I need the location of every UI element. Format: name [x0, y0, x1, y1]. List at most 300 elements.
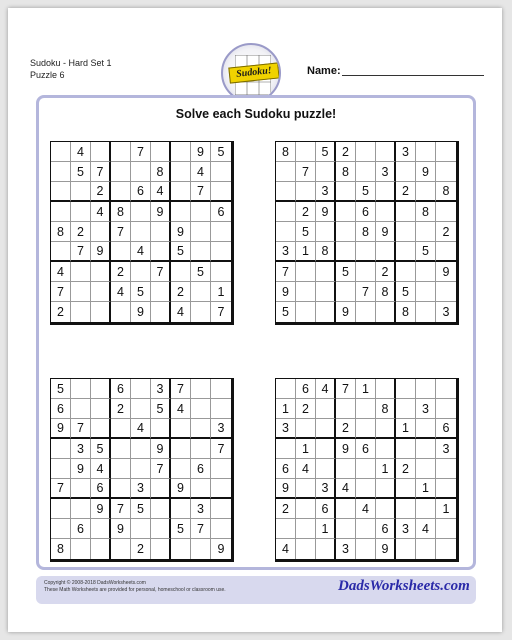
- sudoku-cell[interactable]: 7: [191, 182, 211, 202]
- sudoku-cell[interactable]: [436, 479, 456, 499]
- sudoku-cell[interactable]: [91, 519, 111, 539]
- sudoku-cell[interactable]: 2: [111, 262, 131, 282]
- sudoku-cell[interactable]: [416, 439, 436, 459]
- sudoku-cell[interactable]: [356, 302, 376, 322]
- sudoku-cell[interactable]: [211, 242, 231, 262]
- sudoku-cell[interactable]: 8: [51, 539, 71, 559]
- sudoku-cell[interactable]: [51, 202, 71, 222]
- sudoku-cell[interactable]: 7: [71, 419, 91, 439]
- sudoku-cell[interactable]: [71, 379, 91, 399]
- sudoku-cell[interactable]: [376, 379, 396, 399]
- sudoku-cell[interactable]: [316, 399, 336, 419]
- sudoku-cell[interactable]: [356, 162, 376, 182]
- sudoku-cell[interactable]: [376, 419, 396, 439]
- sudoku-cell[interactable]: 7: [111, 222, 131, 242]
- sudoku-cell[interactable]: 1: [396, 419, 416, 439]
- sudoku-cell[interactable]: 7: [51, 479, 71, 499]
- sudoku-cell[interactable]: 3: [316, 479, 336, 499]
- sudoku-cell[interactable]: 5: [171, 242, 191, 262]
- sudoku-cell[interactable]: 9: [336, 439, 356, 459]
- sudoku-cell[interactable]: [396, 499, 416, 519]
- sudoku-cell[interactable]: [191, 399, 211, 419]
- sudoku-cell[interactable]: [51, 242, 71, 262]
- sudoku-cell[interactable]: 7: [51, 282, 71, 302]
- sudoku-cell[interactable]: 2: [336, 142, 356, 162]
- sudoku-cell[interactable]: [416, 379, 436, 399]
- sudoku-cell[interactable]: [91, 379, 111, 399]
- sudoku-cell[interactable]: 9: [276, 479, 296, 499]
- sudoku-cell[interactable]: 6: [131, 182, 151, 202]
- sudoku-cell[interactable]: 9: [151, 439, 171, 459]
- sudoku-cell[interactable]: [396, 262, 416, 282]
- sudoku-cell[interactable]: 7: [151, 262, 171, 282]
- sudoku-cell[interactable]: [91, 302, 111, 322]
- sudoku-cell[interactable]: [191, 439, 211, 459]
- sudoku-cell[interactable]: [376, 242, 396, 262]
- sudoku-cell[interactable]: 5: [71, 162, 91, 182]
- sudoku-cell[interactable]: 5: [396, 282, 416, 302]
- sudoku-cell[interactable]: [356, 142, 376, 162]
- sudoku-cell[interactable]: 5: [171, 519, 191, 539]
- sudoku-cell[interactable]: [316, 539, 336, 559]
- sudoku-cell[interactable]: [71, 399, 91, 419]
- sudoku-cell[interactable]: [71, 282, 91, 302]
- sudoku-cell[interactable]: 7: [276, 262, 296, 282]
- sudoku-cell[interactable]: 6: [51, 399, 71, 419]
- sudoku-cell[interactable]: 3: [131, 479, 151, 499]
- sudoku-cell[interactable]: [436, 242, 456, 262]
- sudoku-cell[interactable]: 7: [131, 142, 151, 162]
- sudoku-cell[interactable]: 1: [376, 459, 396, 479]
- sudoku-cell[interactable]: 6: [211, 202, 231, 222]
- sudoku-cell[interactable]: 4: [91, 202, 111, 222]
- sudoku-cell[interactable]: 4: [111, 282, 131, 302]
- sudoku-cell[interactable]: [276, 162, 296, 182]
- sudoku-cell[interactable]: [396, 439, 416, 459]
- sudoku-cell[interactable]: 6: [316, 499, 336, 519]
- sudoku-cell[interactable]: 5: [211, 142, 231, 162]
- sudoku-cell[interactable]: 3: [316, 182, 336, 202]
- sudoku-cell[interactable]: [171, 499, 191, 519]
- sudoku-cell[interactable]: [436, 399, 456, 419]
- sudoku-cell[interactable]: 8: [376, 282, 396, 302]
- sudoku-cell[interactable]: 1: [356, 379, 376, 399]
- sudoku-cell[interactable]: [296, 282, 316, 302]
- sudoku-cell[interactable]: [316, 222, 336, 242]
- sudoku-cell[interactable]: [436, 379, 456, 399]
- sudoku-cell[interactable]: [336, 282, 356, 302]
- sudoku-cell[interactable]: 4: [336, 479, 356, 499]
- sudoku-cell[interactable]: [376, 182, 396, 202]
- sudoku-cell[interactable]: [436, 162, 456, 182]
- sudoku-cell[interactable]: [436, 459, 456, 479]
- sudoku-cell[interactable]: [131, 459, 151, 479]
- sudoku-cell[interactable]: 7: [91, 162, 111, 182]
- sudoku-cell[interactable]: [111, 459, 131, 479]
- sudoku-cell[interactable]: 9: [336, 302, 356, 322]
- sudoku-cell[interactable]: 1: [296, 439, 316, 459]
- sudoku-cell[interactable]: 2: [296, 399, 316, 419]
- sudoku-cell[interactable]: [436, 282, 456, 302]
- sudoku-cell[interactable]: [416, 222, 436, 242]
- sudoku-cell[interactable]: [336, 459, 356, 479]
- sudoku-cell[interactable]: [296, 479, 316, 499]
- sudoku-cell[interactable]: [356, 539, 376, 559]
- sudoku-cell[interactable]: [111, 439, 131, 459]
- sudoku-cell[interactable]: 9: [91, 499, 111, 519]
- sudoku-cell[interactable]: [71, 479, 91, 499]
- sudoku-cell[interactable]: 3: [436, 439, 456, 459]
- sudoku-cell[interactable]: [336, 499, 356, 519]
- sudoku-cell[interactable]: 4: [131, 419, 151, 439]
- sudoku-cell[interactable]: 4: [316, 379, 336, 399]
- sudoku-cell[interactable]: [296, 302, 316, 322]
- sudoku-cell[interactable]: [151, 479, 171, 499]
- sudoku-cell[interactable]: [131, 222, 151, 242]
- sudoku-cell[interactable]: 9: [191, 142, 211, 162]
- sudoku-cell[interactable]: [376, 202, 396, 222]
- sudoku-cell[interactable]: [416, 282, 436, 302]
- sudoku-cell[interactable]: [151, 222, 171, 242]
- sudoku-cell[interactable]: [416, 459, 436, 479]
- sudoku-cell[interactable]: 4: [416, 519, 436, 539]
- sudoku-cell[interactable]: [316, 439, 336, 459]
- sudoku-cell[interactable]: [356, 459, 376, 479]
- sudoku-cell[interactable]: [111, 182, 131, 202]
- sudoku-cell[interactable]: [171, 162, 191, 182]
- sudoku-cell[interactable]: 2: [336, 419, 356, 439]
- sudoku-cell[interactable]: 6: [276, 459, 296, 479]
- sudoku-cell[interactable]: [296, 539, 316, 559]
- sudoku-cell[interactable]: [296, 419, 316, 439]
- sudoku-cell[interactable]: [111, 142, 131, 162]
- sudoku-cell[interactable]: [151, 242, 171, 262]
- sudoku-cell[interactable]: 8: [436, 182, 456, 202]
- sudoku-cell[interactable]: [336, 182, 356, 202]
- sudoku-cell[interactable]: [51, 142, 71, 162]
- sudoku-cell[interactable]: [396, 399, 416, 419]
- sudoku-cell[interactable]: [211, 162, 231, 182]
- sudoku-cell[interactable]: [191, 202, 211, 222]
- sudoku-cell[interactable]: 8: [396, 302, 416, 322]
- sudoku-cell[interactable]: 4: [91, 459, 111, 479]
- sudoku-cell[interactable]: 5: [316, 142, 336, 162]
- sudoku-cell[interactable]: [91, 399, 111, 419]
- sudoku-cell[interactable]: [171, 419, 191, 439]
- sudoku-cell[interactable]: [211, 519, 231, 539]
- sudoku-cell[interactable]: [356, 479, 376, 499]
- sudoku-cell[interactable]: 6: [356, 439, 376, 459]
- sudoku-cell[interactable]: [416, 499, 436, 519]
- sudoku-cell[interactable]: 3: [71, 439, 91, 459]
- sudoku-cell[interactable]: [51, 162, 71, 182]
- sudoku-cell[interactable]: 3: [436, 302, 456, 322]
- sudoku-cell[interactable]: 3: [376, 162, 396, 182]
- sudoku-cell[interactable]: 7: [111, 499, 131, 519]
- sudoku-cell[interactable]: 1: [211, 282, 231, 302]
- sudoku-cell[interactable]: [396, 242, 416, 262]
- sudoku-cell[interactable]: [91, 262, 111, 282]
- sudoku-cell[interactable]: 5: [276, 302, 296, 322]
- sudoku-cell[interactable]: [191, 242, 211, 262]
- sudoku-cell[interactable]: 9: [91, 242, 111, 262]
- sudoku-cell[interactable]: [436, 539, 456, 559]
- sudoku-cell[interactable]: 9: [51, 419, 71, 439]
- sudoku-cell[interactable]: 9: [376, 222, 396, 242]
- sudoku-cell[interactable]: 6: [191, 459, 211, 479]
- sudoku-cell[interactable]: 9: [276, 282, 296, 302]
- sudoku-cell[interactable]: 5: [416, 242, 436, 262]
- sudoku-cell[interactable]: [191, 302, 211, 322]
- sudoku-cell[interactable]: [171, 262, 191, 282]
- sudoku-cell[interactable]: [51, 499, 71, 519]
- sudoku-cell[interactable]: 4: [276, 539, 296, 559]
- sudoku-cell[interactable]: [356, 519, 376, 539]
- sudoku-cell[interactable]: [191, 222, 211, 242]
- sudoku-cell[interactable]: [396, 539, 416, 559]
- sudoku-cell[interactable]: [211, 399, 231, 419]
- sudoku-cell[interactable]: [396, 479, 416, 499]
- sudoku-cell[interactable]: 5: [131, 282, 151, 302]
- sudoku-cell[interactable]: 3: [276, 419, 296, 439]
- sudoku-cell[interactable]: [111, 419, 131, 439]
- sudoku-cell[interactable]: 5: [131, 499, 151, 519]
- sudoku-cell[interactable]: 6: [376, 519, 396, 539]
- sudoku-cell[interactable]: [276, 379, 296, 399]
- sudoku-cell[interactable]: 7: [296, 162, 316, 182]
- sudoku-cell[interactable]: 8: [51, 222, 71, 242]
- sudoku-cell[interactable]: [91, 539, 111, 559]
- sudoku-cell[interactable]: 8: [376, 399, 396, 419]
- sudoku-cell[interactable]: [356, 399, 376, 419]
- sudoku-cell[interactable]: [376, 439, 396, 459]
- sudoku-cell[interactable]: 5: [91, 439, 111, 459]
- sudoku-cell[interactable]: [151, 519, 171, 539]
- sudoku-cell[interactable]: [416, 539, 436, 559]
- sudoku-cell[interactable]: 8: [111, 202, 131, 222]
- sudoku-cell[interactable]: 4: [71, 142, 91, 162]
- sudoku-cell[interactable]: 5: [296, 222, 316, 242]
- sudoku-cell[interactable]: 7: [336, 379, 356, 399]
- sudoku-cell[interactable]: [416, 302, 436, 322]
- sudoku-cell[interactable]: 7: [191, 519, 211, 539]
- sudoku-cell[interactable]: [111, 242, 131, 262]
- sudoku-cell[interactable]: 4: [171, 399, 191, 419]
- sudoku-cell[interactable]: [71, 262, 91, 282]
- sudoku-cell[interactable]: 9: [171, 222, 191, 242]
- sudoku-cell[interactable]: 8: [416, 202, 436, 222]
- sudoku-cell[interactable]: [211, 262, 231, 282]
- sudoku-cell[interactable]: 2: [91, 182, 111, 202]
- sudoku-cell[interactable]: 1: [316, 519, 336, 539]
- sudoku-cell[interactable]: 3: [151, 379, 171, 399]
- sudoku-cell[interactable]: 5: [356, 182, 376, 202]
- sudoku-cell[interactable]: [316, 459, 336, 479]
- sudoku-cell[interactable]: [171, 439, 191, 459]
- sudoku-cell[interactable]: [131, 379, 151, 399]
- sudoku-cell[interactable]: 2: [376, 262, 396, 282]
- sudoku-cell[interactable]: 5: [51, 379, 71, 399]
- sudoku-cell[interactable]: 4: [131, 242, 151, 262]
- sudoku-cell[interactable]: [336, 519, 356, 539]
- sudoku-cell[interactable]: 6: [111, 379, 131, 399]
- sudoku-cell[interactable]: [396, 162, 416, 182]
- sudoku-cell[interactable]: [376, 479, 396, 499]
- sudoku-cell[interactable]: [51, 439, 71, 459]
- sudoku-cell[interactable]: [51, 182, 71, 202]
- sudoku-cell[interactable]: [296, 519, 316, 539]
- sudoku-cell[interactable]: 1: [296, 242, 316, 262]
- sudoku-cell[interactable]: [71, 182, 91, 202]
- sudoku-cell[interactable]: [416, 262, 436, 282]
- sudoku-cell[interactable]: 2: [276, 499, 296, 519]
- sudoku-cell[interactable]: [316, 262, 336, 282]
- sudoku-cell[interactable]: [336, 242, 356, 262]
- sudoku-cell[interactable]: [111, 539, 131, 559]
- sudoku-cell[interactable]: 6: [356, 202, 376, 222]
- sudoku-cell[interactable]: [131, 519, 151, 539]
- sudoku-cell[interactable]: 3: [276, 242, 296, 262]
- sudoku-cell[interactable]: 9: [171, 479, 191, 499]
- sudoku-cell[interactable]: [211, 459, 231, 479]
- sudoku-cell[interactable]: [191, 419, 211, 439]
- sudoku-cell[interactable]: [131, 202, 151, 222]
- sudoku-cell[interactable]: [416, 142, 436, 162]
- sudoku-cell[interactable]: 4: [171, 302, 191, 322]
- sudoku-cell[interactable]: 2: [131, 539, 151, 559]
- sudoku-cell[interactable]: [131, 162, 151, 182]
- sudoku-cell[interactable]: 3: [396, 142, 416, 162]
- sudoku-cell[interactable]: [211, 182, 231, 202]
- sudoku-cell[interactable]: 2: [111, 399, 131, 419]
- sudoku-cell[interactable]: [71, 499, 91, 519]
- sudoku-cell[interactable]: 2: [296, 202, 316, 222]
- sudoku-cell[interactable]: 2: [436, 222, 456, 242]
- sudoku-cell[interactable]: 9: [316, 202, 336, 222]
- sudoku-cell[interactable]: [51, 459, 71, 479]
- sudoku-cell[interactable]: [151, 539, 171, 559]
- sudoku-cell[interactable]: 9: [376, 539, 396, 559]
- sudoku-cell[interactable]: [416, 182, 436, 202]
- sudoku-cell[interactable]: [336, 202, 356, 222]
- sudoku-cell[interactable]: [131, 439, 151, 459]
- sudoku-cell[interactable]: [436, 202, 456, 222]
- sudoku-cell[interactable]: [396, 202, 416, 222]
- sudoku-cell[interactable]: [296, 262, 316, 282]
- sudoku-cell[interactable]: [276, 519, 296, 539]
- sudoku-cell[interactable]: [171, 182, 191, 202]
- sudoku-cell[interactable]: [396, 222, 416, 242]
- sudoku-cell[interactable]: [356, 242, 376, 262]
- sudoku-cell[interactable]: 3: [396, 519, 416, 539]
- sudoku-cell[interactable]: [71, 202, 91, 222]
- sudoku-cell[interactable]: 1: [276, 399, 296, 419]
- sudoku-cell[interactable]: [211, 379, 231, 399]
- sudoku-cell[interactable]: [396, 379, 416, 399]
- sudoku-cell[interactable]: [131, 262, 151, 282]
- sudoku-cell[interactable]: [91, 282, 111, 302]
- sudoku-cell[interactable]: [296, 182, 316, 202]
- sudoku-cell[interactable]: [336, 399, 356, 419]
- sudoku-cell[interactable]: 3: [191, 499, 211, 519]
- sudoku-cell[interactable]: [171, 202, 191, 222]
- sudoku-cell[interactable]: 5: [191, 262, 211, 282]
- sudoku-cell[interactable]: 2: [51, 302, 71, 322]
- sudoku-cell[interactable]: [151, 419, 171, 439]
- sudoku-cell[interactable]: [151, 499, 171, 519]
- sudoku-cell[interactable]: 4: [191, 162, 211, 182]
- sudoku-cell[interactable]: [171, 459, 191, 479]
- sudoku-cell[interactable]: [171, 142, 191, 162]
- sudoku-cell[interactable]: [211, 479, 231, 499]
- sudoku-cell[interactable]: 7: [171, 379, 191, 399]
- sudoku-cell[interactable]: 5: [151, 399, 171, 419]
- sudoku-cell[interactable]: [296, 142, 316, 162]
- sudoku-cell[interactable]: 3: [336, 539, 356, 559]
- sudoku-cell[interactable]: [151, 142, 171, 162]
- sudoku-cell[interactable]: [71, 302, 91, 322]
- sudoku-cell[interactable]: 9: [131, 302, 151, 322]
- sudoku-cell[interactable]: [276, 222, 296, 242]
- name-field[interactable]: [342, 75, 484, 76]
- sudoku-cell[interactable]: [51, 519, 71, 539]
- sudoku-cell[interactable]: 6: [71, 519, 91, 539]
- sudoku-cell[interactable]: 5: [336, 262, 356, 282]
- sudoku-cell[interactable]: [356, 262, 376, 282]
- sudoku-cell[interactable]: 3: [211, 419, 231, 439]
- sudoku-cell[interactable]: [316, 162, 336, 182]
- sudoku-cell[interactable]: [316, 282, 336, 302]
- sudoku-cell[interactable]: 4: [296, 459, 316, 479]
- sudoku-cell[interactable]: [171, 539, 191, 559]
- sudoku-cell[interactable]: [316, 419, 336, 439]
- sudoku-cell[interactable]: [376, 142, 396, 162]
- sudoku-cell[interactable]: 1: [436, 499, 456, 519]
- sudoku-cell[interactable]: [151, 302, 171, 322]
- sudoku-cell[interactable]: [91, 142, 111, 162]
- sudoku-cell[interactable]: [131, 399, 151, 419]
- sudoku-cell[interactable]: 6: [296, 379, 316, 399]
- sudoku-cell[interactable]: [151, 282, 171, 302]
- sudoku-cell[interactable]: 6: [91, 479, 111, 499]
- sudoku-cell[interactable]: [376, 499, 396, 519]
- sudoku-cell[interactable]: [91, 419, 111, 439]
- sudoku-cell[interactable]: [211, 222, 231, 242]
- sudoku-cell[interactable]: 7: [151, 459, 171, 479]
- sudoku-cell[interactable]: 4: [356, 499, 376, 519]
- sudoku-cell[interactable]: 8: [151, 162, 171, 182]
- sudoku-cell[interactable]: [276, 182, 296, 202]
- sudoku-cell[interactable]: [191, 479, 211, 499]
- sudoku-cell[interactable]: 9: [151, 202, 171, 222]
- sudoku-cell[interactable]: 8: [276, 142, 296, 162]
- sudoku-cell[interactable]: 3: [416, 399, 436, 419]
- sudoku-cell[interactable]: [296, 499, 316, 519]
- sudoku-cell[interactable]: [191, 379, 211, 399]
- sudoku-cell[interactable]: [276, 202, 296, 222]
- sudoku-cell[interactable]: [111, 302, 131, 322]
- sudoku-cell[interactable]: [356, 419, 376, 439]
- sudoku-cell[interactable]: [211, 499, 231, 519]
- sudoku-cell[interactable]: 7: [211, 439, 231, 459]
- sudoku-cell[interactable]: [436, 142, 456, 162]
- sudoku-cell[interactable]: 2: [71, 222, 91, 242]
- sudoku-cell[interactable]: 6: [436, 419, 456, 439]
- sudoku-cell[interactable]: [191, 282, 211, 302]
- sudoku-cell[interactable]: 8: [356, 222, 376, 242]
- sudoku-cell[interactable]: [416, 419, 436, 439]
- sudoku-cell[interactable]: [276, 439, 296, 459]
